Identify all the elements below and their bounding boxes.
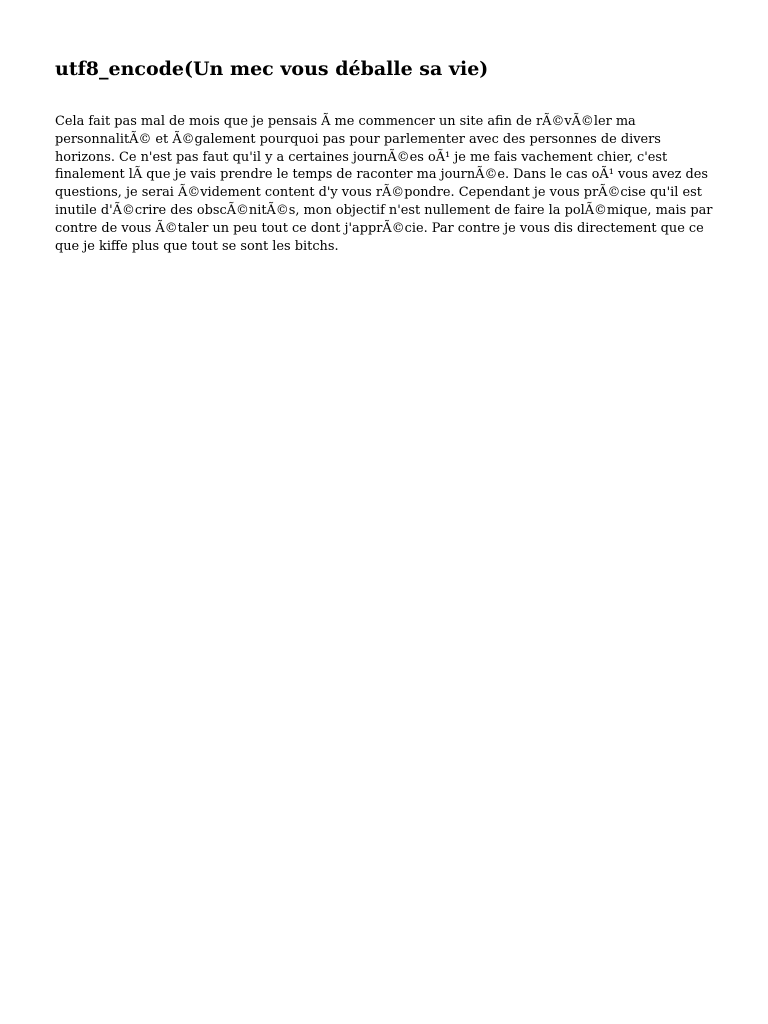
body-line: horizons. Ce n'est pas faut qu'il y a certaines journÃ©es oÃ¹ je me fais vachement chier, c'est bbox=[55, 149, 668, 165]
body-line: contre de vous Ã©taler un peu tout ce dont j'apprÃ©cie. Par contre je vous dis directement que ce bbox=[55, 220, 704, 236]
body-line: personnalitÃ© et Ã©galement pourquoi pas pour parlementer avec des personnes de divers bbox=[55, 131, 661, 147]
body-line: que je kiffe plus que tout se sont les bitchs. bbox=[55, 238, 339, 254]
document-page bbox=[55, 55, 715, 255]
document-title: utf8_encode(Un mec vous déballe sa vie) bbox=[55, 58, 489, 80]
body-line: inutile d'Ã©crire des obscÃ©nitÃ©s, mon objectif n'est nullement de faire la polÃ©mique, mais par bbox=[55, 202, 713, 218]
document-body-paragraph bbox=[55, 113, 715, 255]
body-line: finalement lÃ que je vais prendre le temps de raconter ma journÃ©e. Dans le cas oÃ¹ vous avez des bbox=[55, 167, 709, 183]
body-line: Cela fait pas mal de mois que je pensais Ã me commencer un site afin de rÃ©vÃ©ler ma bbox=[55, 114, 636, 129]
body-line: questions, je serai Ã©videment content d'y vous rÃ©pondre. Cependant je vous prÃ©cise qu'il est bbox=[55, 185, 702, 201]
